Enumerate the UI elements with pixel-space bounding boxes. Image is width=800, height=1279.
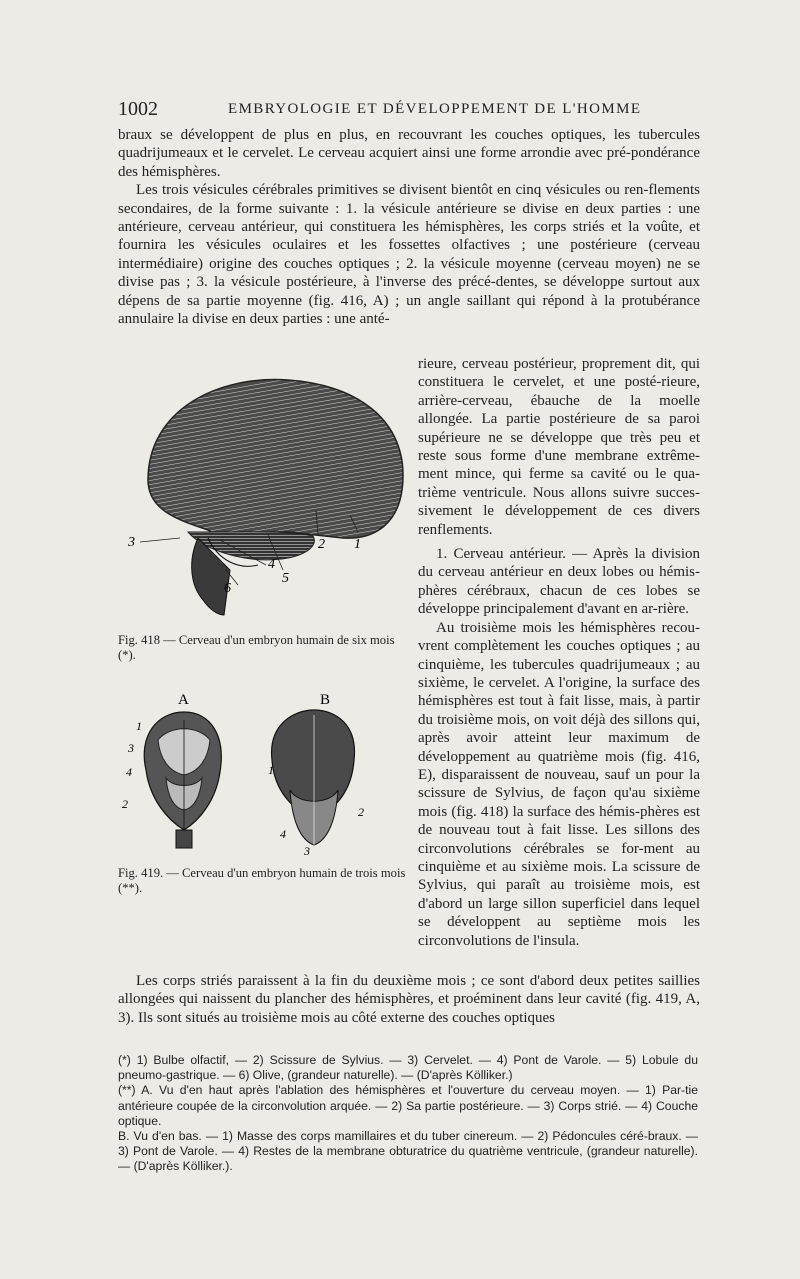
fig418-label-1: 1 xyxy=(354,537,361,552)
right-column xyxy=(418,355,700,950)
intro-block xyxy=(118,126,700,328)
brain-lateral-illustration xyxy=(118,360,418,630)
footnote-3: B. Vu d'en bas. — 1) Masse des corps mamillaires et du tuber cinereum. — 2) Pédoncules céré-braux. — 3) Pont de Varole. — 4) Restes de la membrane obturatrice du quatrième ventricule, (grandeur naturelle). — (D'après Kölliker.). xyxy=(118,1129,698,1174)
fig418-label-4: 4 xyxy=(268,557,275,572)
fig419b-label-4: 4 xyxy=(280,827,286,841)
fig419-panel-a xyxy=(122,712,221,848)
brain-top-bottom-illustration xyxy=(118,680,418,855)
right-col-paragraph-2: 1. Cerveau antérieur. — Après la division du cerveau antérieur en deux lobes ou hémis-phères cérébraux, chacun de ces lobes se développe principalement d'avant en ar-rière. xyxy=(418,546,700,618)
footnote-2: (**) A. Vu d'en haut après l'ablation des hémisphères et l'ouverture du cerveau moyen. — 1) Par-tie antérieure coupée de la circonvolution arquée. — 2) Sa partie postérieure. — 3) Corps strié. — 4) Couche optique. xyxy=(118,1083,698,1128)
fig419a-label-1: 1 xyxy=(136,719,142,733)
figure-418-caption: Fig. 418 — Cerveau d'un embryon humain de six mois (*). xyxy=(118,633,395,662)
footnote-1: (*) 1) Bulbe olfactif, — 2) Scissure de Sylvius. — 3) Cervelet. — 4) Pont de Varole. — 5) Lobule du pneumo-gastrique. — 6) Olive, (grandeur naturelle). — (D'après Kölliker.) xyxy=(118,1053,698,1083)
right-col-paragraph-1: rieure, cerveau postérieur, proprement dit, qui constituera le cervelet, et une posté-rieure, arrière-cerveau, ébauche de la moelle allongée. La partie postérieure de sa paroi supérieure ne se développe que très peu et reste sous forme d'une membrane extrême-ment mince, qui ferme sa cavité ou le qua-trième ventricule. Nous allons suivre succes-sivement le développement de ces divers renflements. xyxy=(418,356,700,538)
figure-418 xyxy=(118,360,418,630)
fig419b-label-1: 1 xyxy=(268,763,274,777)
fig418-label-6: 6 xyxy=(224,581,231,596)
fig418-label-3: 3 xyxy=(128,535,135,550)
right-col-paragraph-3: Au troisième mois les hémisphères recou-vrent complètement les couches optiques ; au cinquième, les tubercules quadrijumeaux ; au sixième, le cervelet. A l'origine, la surface des hémisphères est tout à fait lisse, mais, à partir du troisième mois, on voit déjà des sillons qui, après avoir atteint leur maximum de développement au quatrième mois (fig. 416, E), disparaissent de nouveau, sauf un pour la scissure de Sylvius, de façon qu'au sixième mois (fig. 418) la surface des hémis-phères est de nouveau tout à fait lisse. Les sillons des circonvolutions cérébrales se for-ment au cinquième et au sixième mois. La scissure de Sylvius, qui paraît au troisième mois, est d'abord un large sillon superficiel dans lequel se développent au septième mois les circonvolutions de l'insula. xyxy=(418,619,700,949)
fig419b-label-2: 2 xyxy=(358,805,364,819)
corps-paragraph: Les corps striés paraissent à la fin du deuxième mois ; ce sont d'abord deux petites saillies allongées qui naissent du plancher des hémisphères, et proéminent dans leur cavité (fig. 419, A, 3). Ils sont situés au troisième mois au côté externe des couches optiques xyxy=(118,973,700,1026)
page-number: 1002 xyxy=(118,98,158,120)
footnotes xyxy=(118,1053,698,1175)
figure-419 xyxy=(118,680,418,855)
fig419-panel-b-label: B xyxy=(320,692,331,708)
fig418-label-2: 2 xyxy=(318,537,325,552)
figure-419-caption: Fig. 419. — Cerveau d'un embryon humain de trois mois (**). xyxy=(118,866,406,895)
running-title: EMBRYOLOGIE ET DÉVELOPPEMENT DE L'HOMME xyxy=(228,101,642,117)
fig419-panel-b xyxy=(268,710,364,855)
fig419a-label-4: 4 xyxy=(126,765,132,779)
fig418-label-5: 5 xyxy=(282,571,289,586)
page-header xyxy=(118,98,698,122)
intro-paragraph: braux se développent de plus en plus, en recouvrant les couches optiques, les tubercules quadrijumeaux et le cervelet. Le cerveau acquiert ainsi une forme arrondie avec pré-pondérance des hémisphères. xyxy=(118,127,700,180)
corps-block xyxy=(118,972,700,1027)
fig419a-label-3: 3 xyxy=(128,741,134,755)
vesicles-paragraph: Les trois vésicules cérébrales primitives se divisent bientôt en cinq vésicules ou ren-flements secondaires, de la forme suivante : 1. la vésicule antérieure se divise en deux parties : une antérieure, cerveau antérieur, qui constituera les hémisphères, les corps striés et la voûte, et fournira les vésicules oculaires et les fossettes olfactives ; une postérieure (cerveau intermédiaire) origine des couches optiques ; 2. la vésicule moyenne (cerveau moyen) ne se divise pas ; 3. la vésicule postérieure, à l'inverse des précé-dentes, se développe surtout aux dépens de sa partie moyenne (fig. 416, A) ; un angle saillant qui répond à la protubérance annulaire la divise en deux parties : une anté- xyxy=(118,182,700,328)
fig419b-label-3: 3 xyxy=(304,844,310,855)
fig419a-label-2: 2 xyxy=(122,797,128,811)
fig419-panel-a-label: A xyxy=(178,692,189,708)
